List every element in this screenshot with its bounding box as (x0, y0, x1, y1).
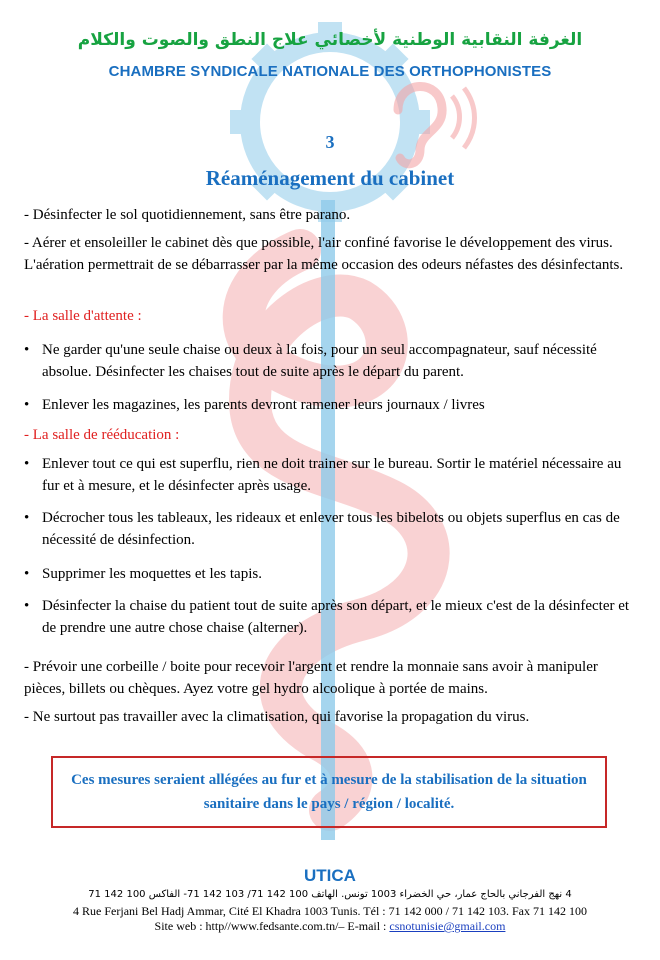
address-arabic: 4 نهج الفرجاني بالحاج عمار، حي الخضراء 1003 تونس. الهاتف 100 142 71/ 103 142 71- الفاكس 100 142 71 (88, 889, 572, 900)
bullet-icon: • (24, 397, 30, 413)
notice-box (51, 756, 607, 828)
waiting-room-heading: - La salle d'attente : (24, 308, 142, 324)
intro-paragraph: - Aérer et ensoleiller le cabinet dès que possible, l'air confiné favorise le développement des virus. L'aération permettrait de se débarrasser par la même occasion des odeurs néfastes des désinfectants. (24, 235, 624, 273)
email-link[interactable]: csnotunisie@gmail.com (389, 919, 506, 933)
section-title: Réaménagement du cabinet (205, 166, 455, 190)
organization-title: CHAMBRE SYNDICALE NATIONALE DES ORTHOPHONISTES (108, 63, 552, 80)
list-item: Enlever tout ce qui est superflu, rien ne doit trainer sur le bureau. Sortir le matériel nécessaire au fur et à mesure, et le désinfecter après usage. (42, 456, 622, 494)
website-text: Site web : http//www.fedsante.com.tn/– E-mail : (154, 919, 390, 933)
utica-label: UTICA (304, 866, 356, 885)
closing-paragraph: - Ne surtout pas travailler avec la climatisation, qui favorise la propagation du virus. (24, 709, 530, 725)
contact-line (0, 919, 660, 933)
intro-paragraph: - Désinfecter le sol quotidiennement, sans être parano. (24, 207, 351, 223)
list-item: Désinfecter la chaise du patient tout de suite après son départ, et le mieux c'est de la désinfecter et de prendre une autre chose chaise (alterner). (42, 598, 630, 636)
address-french: 4 Rue Ferjani Bel Hadj Ammar, Cité El Khadra 1003 Tunis. Tél : 71 142 000 / 71 142 103. Fax 71 142 100 (73, 904, 587, 918)
therapy-room-heading: - La salle de rééducation : (24, 427, 180, 443)
bullet-icon: • (24, 456, 30, 472)
bullet-icon: • (24, 566, 30, 582)
closing-paragraph: - Prévoir une corbeille / boite pour recevoir l'argent et rendre la monnaie sans avoir à manipuler pièces, billets ou chèques. Ayez votre gel hydro alcoolique à portée de mains. (24, 659, 598, 697)
list-item: Décrocher tous les tableaux, les rideaux et enlever tous les bibelots ou objets superflus en cas de nécessité de désinfection. (42, 510, 620, 548)
list-item: Supprimer les moquettes et les tapis. (42, 566, 262, 582)
bullet-icon: • (24, 510, 30, 526)
notice-text: Ces mesures seraient allégées au fur et à mesure de la stabilisation de la situation sanitaire dans le pays / région / localité. (71, 772, 587, 812)
bullet-icon: • (24, 598, 30, 614)
page-number: 3 (325, 132, 335, 152)
arabic-title: الغرفة النقابية الوطنية لأخصائي علاج النطق والصوت والكلام (77, 30, 583, 50)
bullet-icon: • (24, 342, 30, 358)
list-item: Ne garder qu'une seule chaise ou deux à la fois, pour un seul accompagnateur, sauf nécessité absolue. Désinfecter les chaises tout de suite après le départ du parent. (42, 342, 597, 380)
list-item: Enlever les magazines, les parents devront ramener leurs journaux / livres (42, 397, 485, 413)
